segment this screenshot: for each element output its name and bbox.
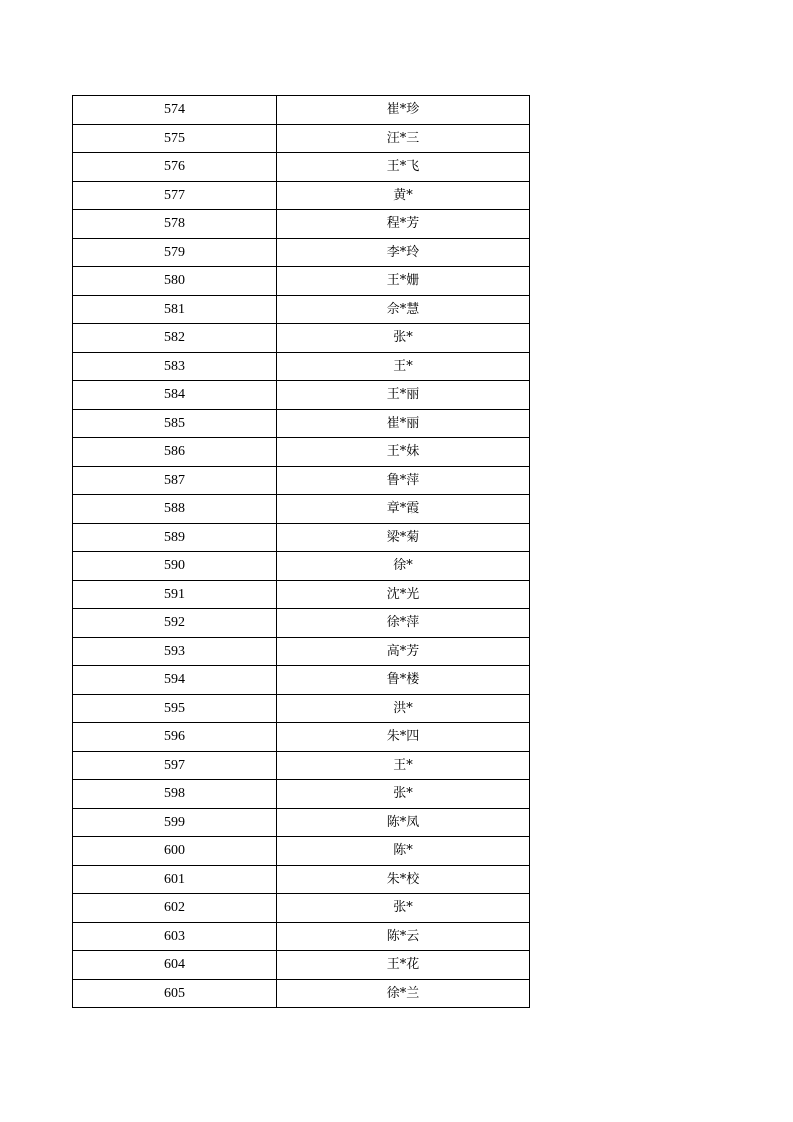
row-number-cell: 581 (73, 295, 277, 324)
row-number-cell: 605 (73, 979, 277, 1008)
table-row (73, 466, 530, 495)
row-number-cell: 583 (73, 352, 277, 381)
masked-name-cell: 张* (277, 324, 530, 353)
masked-name-cell: 鲁*萍 (277, 466, 530, 495)
masked-name-cell: 陈*云 (277, 922, 530, 951)
row-number-cell: 600 (73, 837, 277, 866)
table-row (73, 979, 530, 1008)
masked-name-cell: 汪*三 (277, 124, 530, 153)
table-row (73, 96, 530, 125)
table-body (73, 96, 530, 1008)
table-row (73, 124, 530, 153)
masked-name-cell: 崔*珍 (277, 96, 530, 125)
masked-name-cell: 王*姗 (277, 267, 530, 296)
row-number-cell: 601 (73, 865, 277, 894)
masked-name-cell: 王* (277, 352, 530, 381)
table-row (73, 837, 530, 866)
name-list-table (72, 95, 530, 1008)
masked-name-cell: 陈* (277, 837, 530, 866)
masked-name-cell: 王* (277, 751, 530, 780)
row-number-cell: 602 (73, 894, 277, 923)
masked-name-cell: 徐* (277, 552, 530, 581)
masked-name-cell: 王*妹 (277, 438, 530, 467)
table-row (73, 780, 530, 809)
table-row (73, 381, 530, 410)
row-number-cell: 576 (73, 153, 277, 182)
masked-name-cell: 鲁*楼 (277, 666, 530, 695)
table-row (73, 324, 530, 353)
row-number-cell: 604 (73, 951, 277, 980)
row-number-cell: 596 (73, 723, 277, 752)
masked-name-cell: 梁*菊 (277, 523, 530, 552)
table-row (73, 409, 530, 438)
table-row (73, 238, 530, 267)
row-number-cell: 574 (73, 96, 277, 125)
table-row (73, 694, 530, 723)
table-row (73, 267, 530, 296)
row-number-cell: 589 (73, 523, 277, 552)
row-number-cell: 579 (73, 238, 277, 267)
table-row (73, 865, 530, 894)
row-number-cell: 582 (73, 324, 277, 353)
row-number-cell: 591 (73, 580, 277, 609)
row-number-cell: 588 (73, 495, 277, 524)
row-number-cell: 584 (73, 381, 277, 410)
table-row (73, 637, 530, 666)
row-number-cell: 587 (73, 466, 277, 495)
table-row (73, 951, 530, 980)
masked-name-cell: 张* (277, 894, 530, 923)
row-number-cell: 590 (73, 552, 277, 581)
table-row (73, 751, 530, 780)
masked-name-cell: 高*芳 (277, 637, 530, 666)
masked-name-cell: 洪* (277, 694, 530, 723)
row-number-cell: 577 (73, 181, 277, 210)
row-number-cell: 599 (73, 808, 277, 837)
table-row (73, 808, 530, 837)
table-row (73, 295, 530, 324)
row-number-cell: 575 (73, 124, 277, 153)
masked-name-cell: 张* (277, 780, 530, 809)
row-number-cell: 597 (73, 751, 277, 780)
masked-name-cell: 徐*萍 (277, 609, 530, 638)
row-number-cell: 586 (73, 438, 277, 467)
table-row (73, 495, 530, 524)
row-number-cell: 585 (73, 409, 277, 438)
row-number-cell: 598 (73, 780, 277, 809)
table-row (73, 922, 530, 951)
masked-name-cell: 朱*四 (277, 723, 530, 752)
table-row (73, 552, 530, 581)
row-number-cell: 594 (73, 666, 277, 695)
masked-name-cell: 佘*慧 (277, 295, 530, 324)
table-row (73, 352, 530, 381)
masked-name-cell: 程*芳 (277, 210, 530, 239)
masked-name-cell: 王*花 (277, 951, 530, 980)
row-number-cell: 580 (73, 267, 277, 296)
table-row (73, 894, 530, 923)
table-row (73, 181, 530, 210)
table-row (73, 609, 530, 638)
masked-name-cell: 黄* (277, 181, 530, 210)
masked-name-cell: 王*丽 (277, 381, 530, 410)
table-row (73, 580, 530, 609)
masked-name-cell: 陈*凤 (277, 808, 530, 837)
row-number-cell: 595 (73, 694, 277, 723)
table-row (73, 723, 530, 752)
row-number-cell: 603 (73, 922, 277, 951)
table-row (73, 666, 530, 695)
row-number-cell: 578 (73, 210, 277, 239)
masked-name-cell: 朱*校 (277, 865, 530, 894)
masked-name-cell: 李*玲 (277, 238, 530, 267)
row-number-cell: 592 (73, 609, 277, 638)
masked-name-cell: 沈*光 (277, 580, 530, 609)
table-row (73, 153, 530, 182)
row-number-cell: 593 (73, 637, 277, 666)
masked-name-cell: 王*飞 (277, 153, 530, 182)
table-row (73, 523, 530, 552)
masked-name-cell: 徐*兰 (277, 979, 530, 1008)
table-row (73, 438, 530, 467)
table-row (73, 210, 530, 239)
masked-name-cell: 章*霞 (277, 495, 530, 524)
masked-name-cell: 崔*丽 (277, 409, 530, 438)
